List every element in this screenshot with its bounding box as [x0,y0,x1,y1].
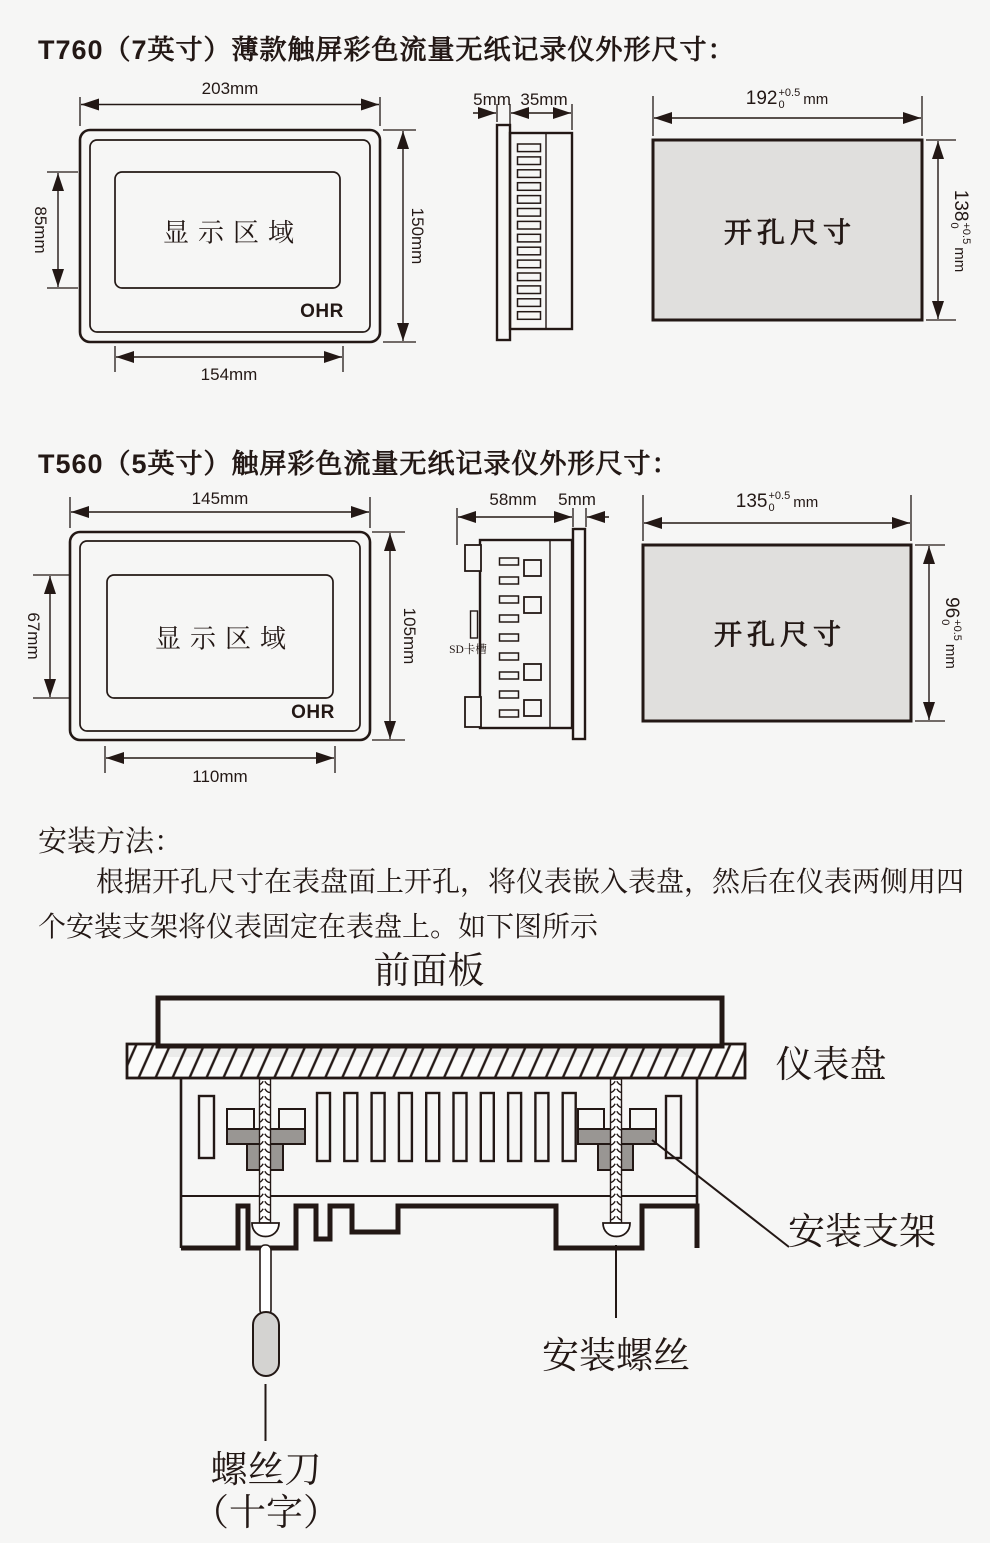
t760-display-width-dim: 154mm [200,365,258,384]
value: 192 [745,88,778,109]
t760-display-height-dim: 85mm [31,206,50,254]
t560-cutout-view [643,495,945,721]
t560-cutout-height-dim [939,597,963,669]
unit: mm [793,493,819,511]
t560-display-height-dim: 67mm [24,612,43,660]
screwdriver-cross-label: （十字） [192,1493,340,1534]
t560-bezel-depth-dim: 5mm [558,490,596,509]
value: 135 [735,491,768,512]
install-text-line1: 根据开孔尺寸在表盘面上开孔，将仪表嵌入表盘，然后在仪表两侧用四 [96,867,965,898]
tol-plus: +0.5 [951,619,964,641]
t760-body-depth-dim: 35mm [520,90,568,109]
t760-height-dim: 150mm [408,207,427,265]
screwdriver-label: 螺丝刀 [210,1450,322,1491]
t560-cutout-width-dim [736,490,818,514]
t760-width-dim: 203mm [201,79,259,98]
t760-bezel-depth-dim: 5mm [473,90,511,109]
screwdriver [253,1245,279,1441]
t560-body-depth-dim: 58mm [489,490,537,509]
t760-cutout-width-dim [746,87,828,111]
unit: mm [942,643,960,669]
t560-title: T560（5英寸）触屏彩色流量无纸记录仪外形尺寸： [38,449,680,479]
tol-minus: 0 [778,99,785,111]
t760-display-area-label: 显示区域 [162,218,304,248]
t560-sd-slot-label: SD卡槽 [449,644,487,656]
t560-width-dim: 145mm [191,489,249,508]
value: 96 [941,597,962,619]
tol-plus: +0.5 [778,86,801,99]
t760-ohr-logo: OHR [300,301,344,322]
front-panel-label: 前面板 [373,951,485,992]
t560-display-width-dim: 110mm [192,767,248,786]
install-text-line2: 个安装支架将仪表固定在表盘上。如下图所示 [38,912,599,943]
instrument-panel-label: 仪表盘 [775,1045,887,1086]
t760-cutout-label: 开孔尺寸 [723,218,857,249]
t560-side-view [457,508,609,739]
tol-minus: 0 [939,619,951,626]
t760-side-view [473,104,572,340]
t560-ohr-logo: OHR [291,702,335,723]
bracket-label: 安装支架 [788,1212,936,1253]
bracket-leader-line [652,1140,789,1247]
t560-cutout-label: 开孔尺寸 [713,620,847,651]
tol-plus: +0.5 [768,489,791,502]
tol-minus: 0 [768,502,775,514]
t560-display-area-label: 显示区域 [154,624,296,654]
t760-title: T760（7英寸）薄款触屏彩色流量无纸记录仪外形尺寸： [38,35,736,65]
tol-minus: 0 [948,222,960,229]
install-heading: 安装方法： [38,826,184,858]
unit: mm [951,247,969,273]
unit: mm [803,90,829,108]
tol-plus: +0.5 [960,222,973,245]
t560-height-dim: 105mm [400,607,419,665]
t760-cutout-view [653,96,956,320]
value: 138 [950,189,971,222]
screw-label: 安装螺丝 [542,1336,690,1377]
t760-cutout-height-dim [948,190,972,272]
